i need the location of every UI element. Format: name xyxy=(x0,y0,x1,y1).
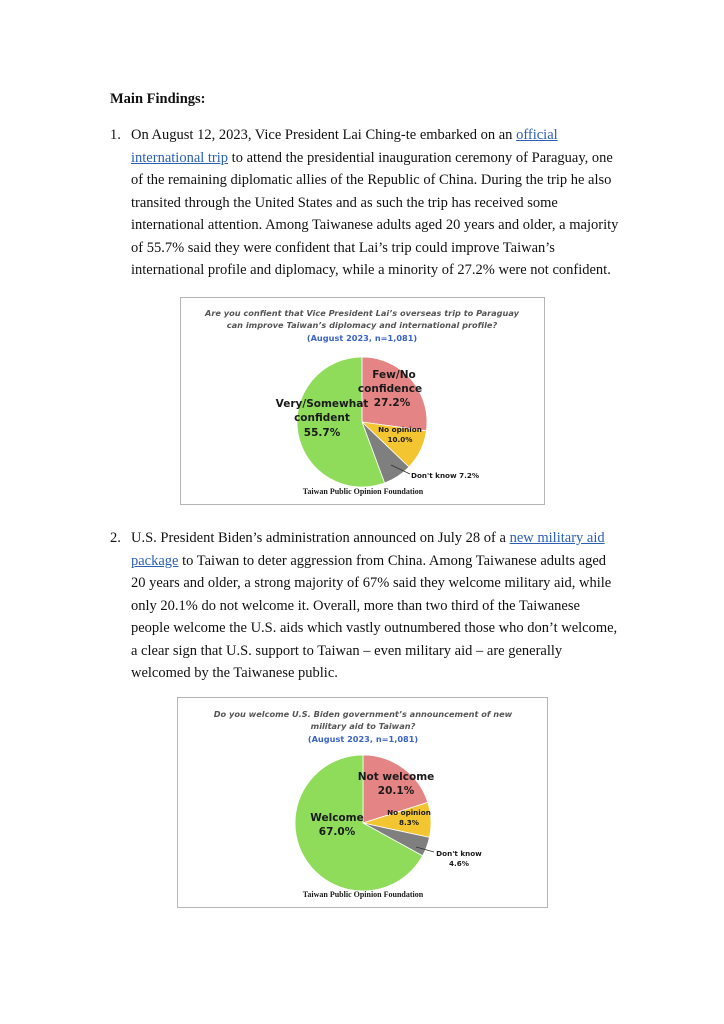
finding-2-number: 2. xyxy=(110,530,121,546)
chart-1-title-line2: can improve Taiwan’s diplomacy and international profile? xyxy=(226,320,498,330)
finding-2-text-post: to Taiwan to deter aggression from China. Among Taiwanese adults aged 20 years and older, a strong majority of 67% said they welcome military aid, while only 20.1% do not welcome it. Overall, more than two third of the Taiwanese people welcome the U.S. aids which vastly outnumbered those who don’t welcome, a clear sign that U.S. support to Taiwan – even military aid – are generally welcomed by the Taiwanese public. xyxy=(131,552,618,681)
military-aid-link[interactable]: new military aid package xyxy=(131,530,605,569)
chart-1-label-noop-2: 10.0% xyxy=(387,435,413,444)
chart-2-label-dk-2: 4.6% xyxy=(449,859,469,868)
chart-2-subtitle: (August 2023, n=1,081) xyxy=(307,734,419,744)
chart-1-label-dk: Don't know 7.2% xyxy=(411,471,480,480)
chart-2-title-line2: military aid to Taiwan? xyxy=(310,721,416,731)
finding-1-text-post: to attend the presidential inauguration ceremony of Paraguay, one of the remaining diplomatic allies of the Republic of China. During the trip he also transited through the United States and as such the trip has received some international attention. Among Taiwanese adults aged 20 years and older, a majority of 55.7% said they were confident that Lai’s trip could improve Taiwan’s international profile and diplomacy, while a minority of 27.2% were not confident. xyxy=(131,149,619,278)
chart-1-label-conf-2: confident xyxy=(294,412,350,424)
chart-1-label-noop-1: No opinion xyxy=(378,425,422,434)
chart-2-label-welcome-1: Welcome xyxy=(310,812,364,824)
finding-2-text xyxy=(131,527,620,685)
chart-military-aid-svg xyxy=(178,698,547,907)
finding-1-text-pre: On August 12, 2023, Vice President Lai Ching-te embarked on an xyxy=(131,127,517,143)
chart-2-label-notwelcome-2: 20.1% xyxy=(377,785,415,797)
chart-lai-trip-svg xyxy=(181,298,544,504)
finding-1 xyxy=(110,124,620,282)
chart-2-label-noop-2: 8.3% xyxy=(399,818,419,827)
chart-1-label-conf-1: Very/Somewhat xyxy=(275,398,369,410)
chart-1-label-conf-3: 55.7% xyxy=(303,427,341,439)
chart-1-label-few-2: confidence xyxy=(357,383,423,395)
finding-2 xyxy=(110,527,620,685)
chart-2-title-line1: Do you welcome U.S. Biden government’s announcement of new xyxy=(213,709,513,719)
chart-2-label-welcome-2: 67.0% xyxy=(318,826,356,838)
chart-2-label-dk-1: Don't know xyxy=(436,849,482,858)
finding-2-text-pre: U.S. President Biden’s administration announced on July 28 of a xyxy=(131,530,510,546)
finding-1-number: 1. xyxy=(110,127,121,143)
chart-2-label-notwelcome-1: Not welcome xyxy=(357,771,435,783)
chart-lai-trip xyxy=(180,297,545,505)
chart-1-label-few-1: Few/No xyxy=(372,369,416,381)
chart-2-source: Taiwan Public Opinion Foundation xyxy=(302,890,424,899)
official-trip-link[interactable]: official international trip xyxy=(131,127,558,166)
finding-1-text xyxy=(131,124,620,282)
chart-1-subtitle: (August 2023, n=1,081) xyxy=(306,333,418,343)
chart-1-title-line1: Are you confient that Vice President Lai’s overseas trip to Paraguay xyxy=(205,308,519,318)
chart-1-source: Taiwan Public Opinion Foundation xyxy=(302,487,424,496)
chart-military-aid xyxy=(177,697,548,908)
section-heading: Main Findings: xyxy=(110,91,206,107)
chart-1-label-few-3: 27.2% xyxy=(373,397,411,409)
chart-2-label-noop-1: No opinion xyxy=(387,808,431,817)
